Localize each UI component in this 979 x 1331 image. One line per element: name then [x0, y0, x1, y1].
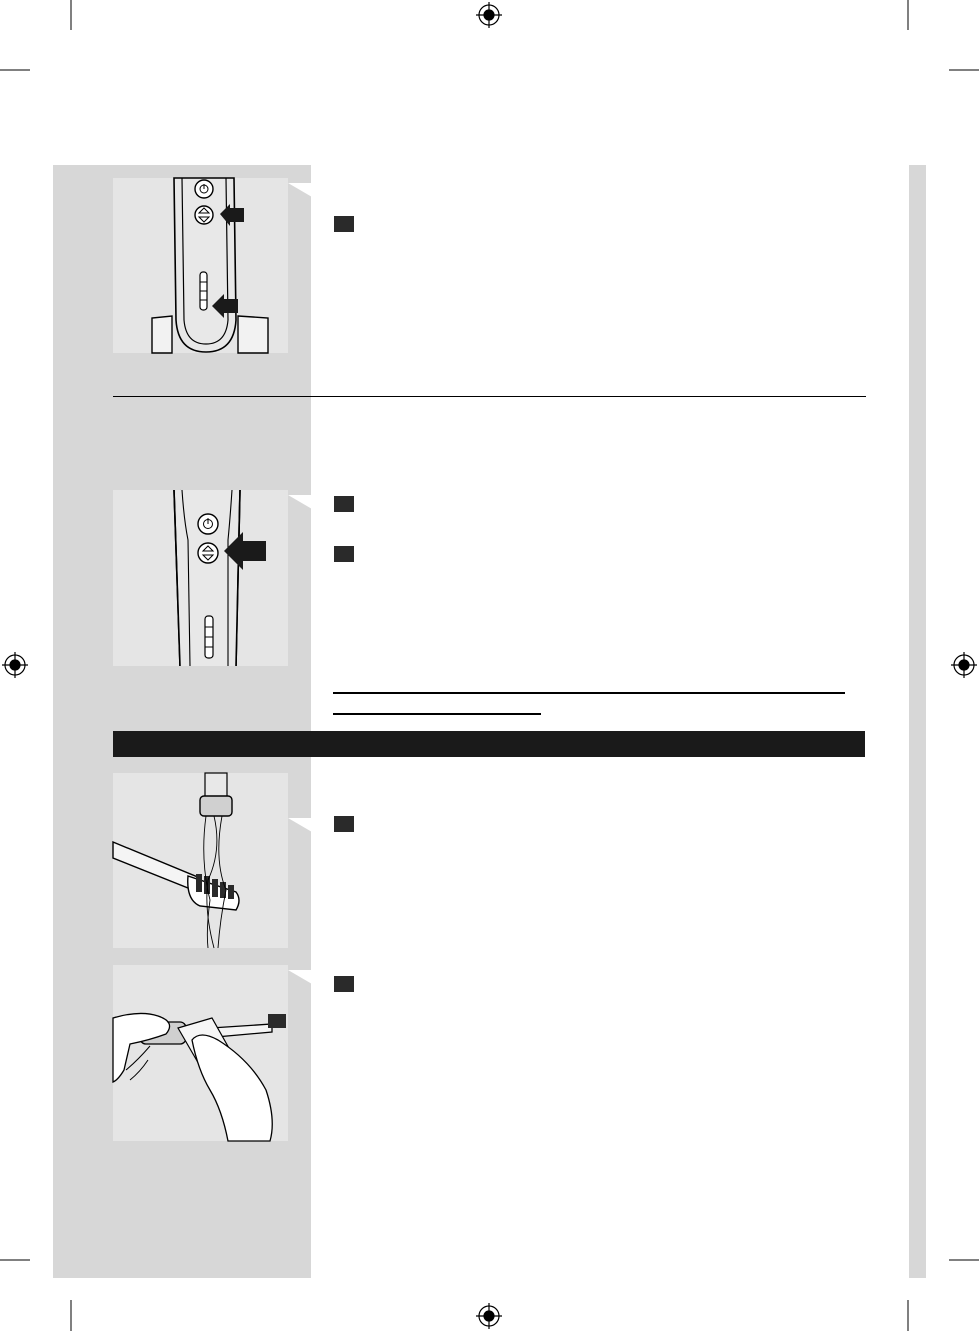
illustration-rinse-brush-head — [113, 773, 312, 948]
illustration-handle-buttons-1 — [113, 178, 312, 353]
registration-target-icon — [476, 2, 502, 28]
illustration-handle-buttons-2 — [113, 490, 312, 666]
registration-target-icon — [2, 652, 28, 678]
registration-target-icon — [951, 652, 977, 678]
illustration-clean-handle — [113, 965, 312, 1141]
registration-target-icon — [476, 1303, 502, 1329]
